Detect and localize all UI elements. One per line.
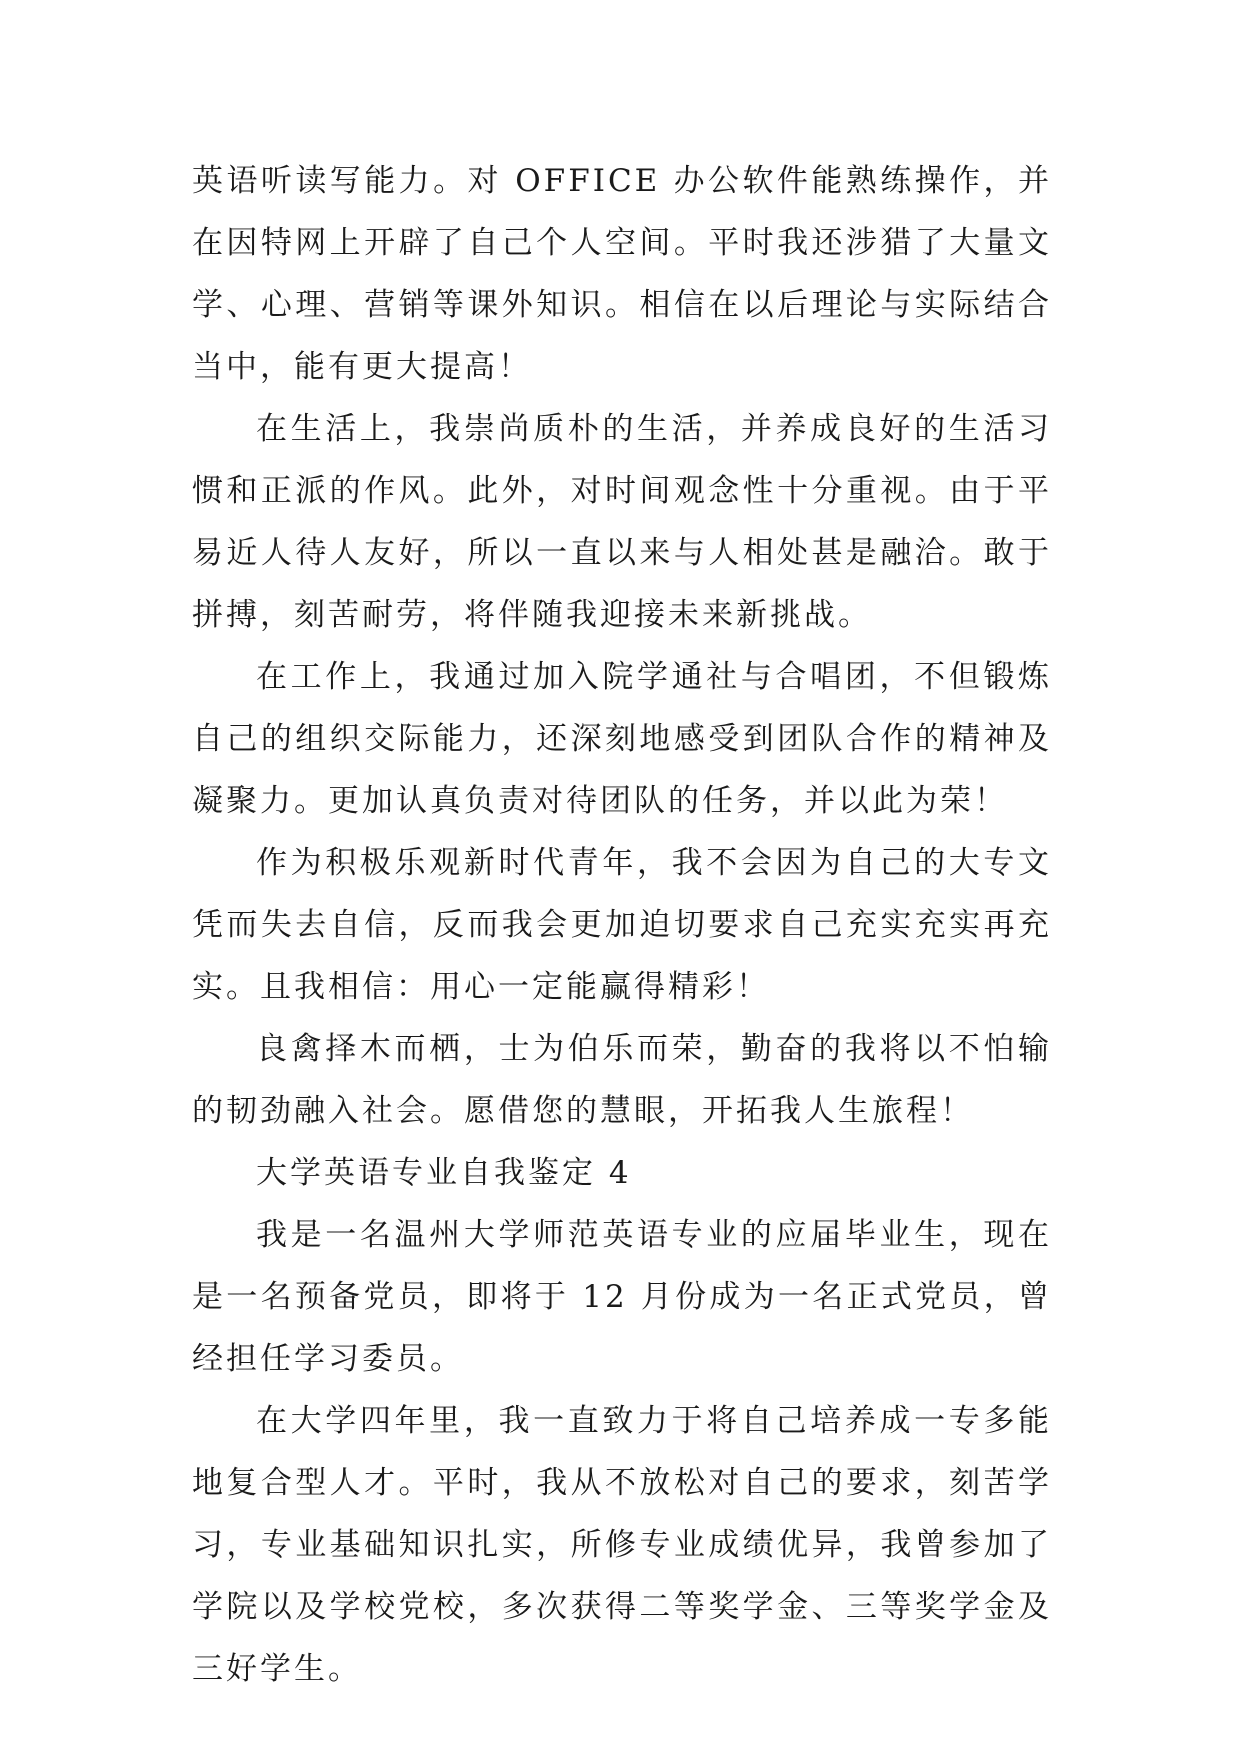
- paragraph-3: 在工作上，我通过加入院学通社与合唱团，不但锻炼自己的组织交际能力，还深刻地感受到团队合作的精神及凝聚力。更加认真负责对待团队的任务，并以此为荣！: [192, 659, 1052, 819]
- paragraph-4: 作为积极乐观新时代青年，我不会因为自己的大专文凭而失去自信，反而我会更加迫切要求自己充实充实再充实。且我相信：用心一定能赢得精彩！: [192, 845, 1052, 1005]
- paragraph-1: 英语听读写能力。对 OFFICE 办公软件能熟练操作，并在因特网上开辟了自己个人空间。平时我还涉猎了大量文学、心理、营销等课外知识。相信在以后理论与实际结合当中，能有更大提高！: [192, 163, 1052, 385]
- paragraph-7: 在大学四年里，我一直致力于将自己培养成一专多能地复合型人才。平时，我从不放松对自己的要求，刻苦学习，专业基础知识扎实，所修专业成绩优异，我曾参加了学院以及学校党校，多次获得二等奖学金、三等奖学金及三好学生。: [192, 1403, 1052, 1687]
- document-body: [192, 150, 1052, 1700]
- paragraph-5: 良禽择木而栖，士为伯乐而荣，勤奋的我将以不怕输的韧劲融入社会。愿借您的慧眼，开拓我人生旅程！: [192, 1031, 1052, 1129]
- paragraph-6: 我是一名温州大学师范英语专业的应届毕业生，现在是一名预备党员，即将于 12 月份成为一名正式党员，曾经担任学习委员。: [192, 1217, 1052, 1377]
- section-heading: 大学英语专业自我鉴定 4: [256, 1155, 632, 1191]
- paragraph-2: 在生活上，我崇尚质朴的生活，并养成良好的生活习惯和正派的作风。此外，对时间观念性十分重视。由于平易近人待人友好，所以一直以来与人相处甚是融洽。敢于拼搏，刻苦耐劳，将伴随我迎接未来新挑战。: [192, 411, 1052, 633]
